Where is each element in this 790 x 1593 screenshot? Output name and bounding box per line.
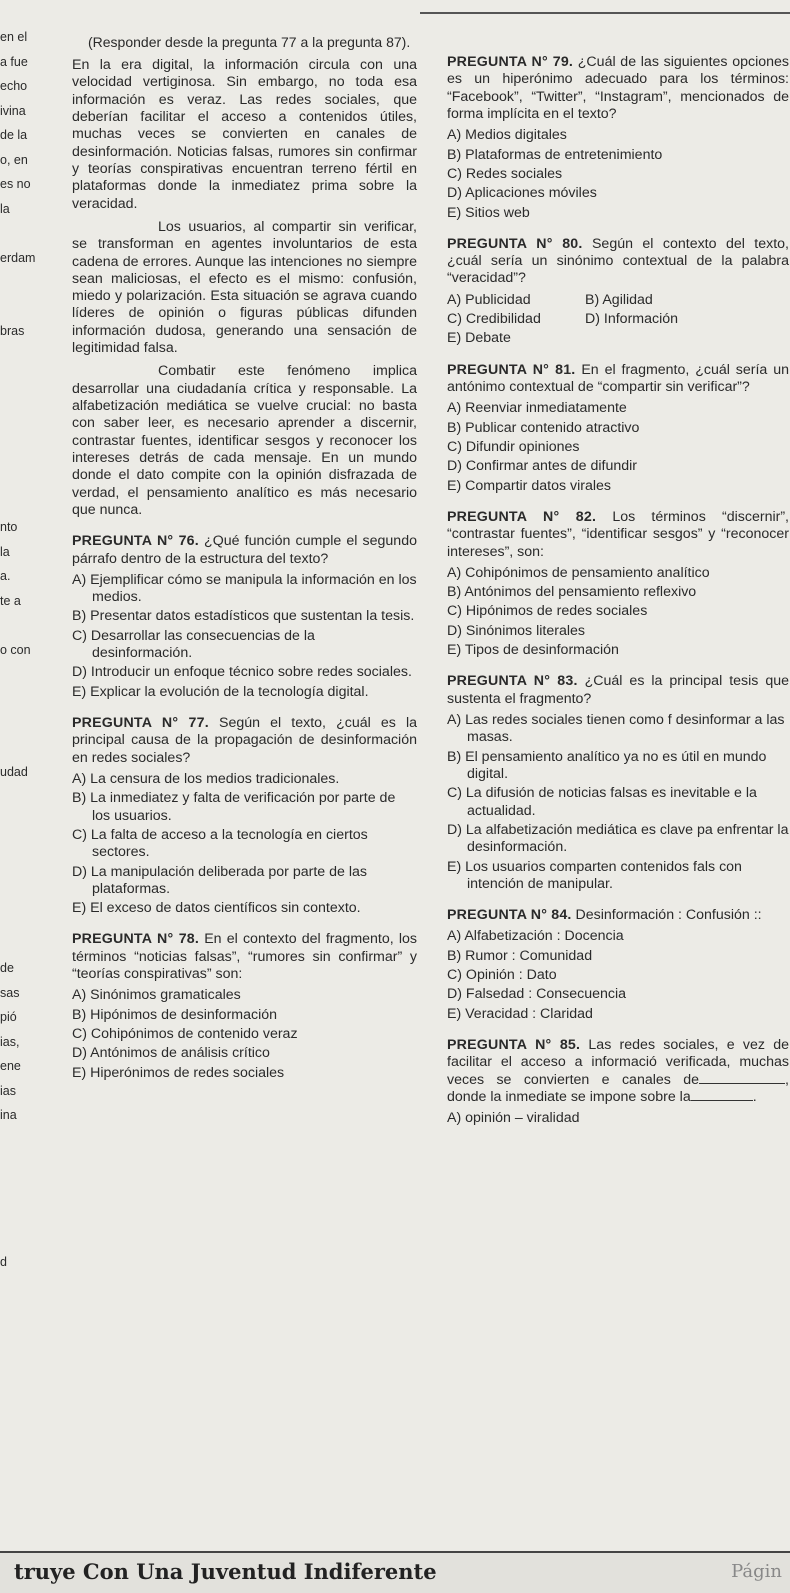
edge-fragment	[0, 275, 52, 300]
edge-fragment: a fue	[0, 54, 28, 69]
edge-fragment: en el	[0, 30, 28, 44]
instructions: (Responder desde la pregunta 77 a la pregunta 87).	[88, 34, 411, 50]
answer-option[interactable]: A) opinión – viralidad	[447, 1110, 580, 1127]
edge-fragment	[0, 937, 52, 962]
edge-fragment: la	[0, 201, 10, 216]
edge-fragment: bras	[0, 324, 25, 338]
answer-option[interactable]: E) Tipos de desinformación	[447, 642, 619, 659]
question-stem	[447, 907, 789, 924]
question-text: En el contexto del fragmento, los términos “noticias falsas”, “rumores sin confirmar” y “teorías conspirativas” son:	[72, 931, 417, 983]
questions-left	[72, 533, 417, 1082]
edge-fragment: a.	[0, 569, 11, 583]
answer-option[interactable]: B) Plataformas de entretenimiento	[447, 146, 663, 163]
question-block	[447, 673, 789, 893]
answer-option[interactable]: E) Los usuarios comparten contenidos fals con intención de manipular.	[447, 858, 742, 892]
answer-option[interactable]: C) Desarrollar las consecuencias de la desinformación.	[72, 627, 315, 662]
edge-fragment	[0, 1182, 52, 1207]
answer-option[interactable]: D) Aplicaciones móviles	[447, 185, 597, 202]
edge-fragment	[0, 373, 52, 398]
answer-option[interactable]: D) Confirmar antes de difundir	[447, 458, 638, 475]
edge-fragment: o, en	[0, 152, 28, 167]
question-text: Desinformación : Confusión ::	[575, 907, 762, 924]
edge-fragment	[0, 814, 52, 839]
answer-option[interactable]: A) Alfabetización : Docencia	[447, 928, 624, 945]
left-edge-fragments	[0, 30, 52, 1280]
question-stem	[72, 931, 417, 983]
edge-fragment: ias	[0, 1083, 16, 1098]
question-text: En el fragmento, ¿cuál sería un antónimo contextual de “compartir sin verificar”?	[447, 361, 789, 395]
answer-option[interactable]: E) Debate	[447, 330, 511, 347]
edge-fragment: es no	[0, 177, 31, 191]
question-stem	[447, 362, 789, 397]
edge-fragment	[0, 349, 52, 374]
edge-fragment: erdam	[0, 250, 36, 265]
answer-option[interactable]: D) La manipulación deliberada por parte de las plataformas.	[72, 863, 367, 897]
answer-option[interactable]: B) Antónimos del pensamiento reflexivo	[447, 584, 697, 601]
answer-option[interactable]: B) El pensamiento analítico ya no es útil en mundo digital.	[447, 748, 767, 782]
edge-fragment	[0, 447, 52, 472]
answer-option[interactable]: E) Compartir datos virales	[447, 477, 611, 494]
answer-option[interactable]: A) Cohipónimos de pensamiento analítico	[447, 564, 710, 581]
question-stem	[447, 54, 789, 123]
answer-option[interactable]: C) La falta de acceso a la tecnología en ciertos sectores.	[72, 826, 368, 861]
question-text: ¿Qué función cumple el segundo párrafo dentro de la estructura del texto?	[72, 533, 417, 567]
question-stem	[447, 236, 789, 288]
question-number: PREGUNTA N° 77.	[72, 715, 209, 732]
edge-fragment: nto	[0, 520, 18, 534]
answer-option[interactable]: D) Sinónimos literales	[447, 622, 585, 639]
edge-fragment: de la	[0, 128, 28, 142]
answer-option[interactable]: A) Sinónimos gramaticales	[72, 987, 241, 1004]
edge-fragment	[0, 716, 52, 741]
question-number: PREGUNTA N° 85.	[447, 1037, 581, 1053]
answer-option[interactable]: C) Opinión : Dato	[447, 967, 557, 984]
answer-option[interactable]: E) Explicar la evolución de la tecnología digital.	[72, 683, 369, 700]
question-text: Según el contexto del texto, ¿cuál sería un sinónimo contextual de la palabra “veracidad”?	[447, 235, 789, 287]
reading-paragraph-3: Combatir este fenómeno implica desarrollar una ciudadanía crítica y responsable. La alfabetización mediática se vuelve crucial: no basta con saber leer, es necesario aprender a discernir, contrastar fuentes, identificar sesgos y reconocer los intereses detrás de cada mensaje. En un mundo donde el dato compite con la opinión disfrazada de verdad, el pensamiento analítico es más necesario que nunca.	[72, 363, 417, 518]
question-stem	[447, 673, 789, 708]
edge-fragment: echo	[0, 79, 28, 93]
left-column	[72, 34, 417, 1084]
footer-page-label: Págin	[731, 1561, 782, 1582]
edge-fragment: de	[0, 961, 14, 975]
edge-fragment	[0, 422, 52, 447]
edge-fragment	[0, 839, 52, 864]
edge-fragment: pió	[0, 1010, 17, 1024]
edge-fragment	[0, 226, 52, 251]
edge-fragment	[0, 790, 52, 815]
edge-fragment	[0, 496, 52, 521]
answer-option[interactable]: B) La inmediatez y falta de verificación por parte de los usuarios.	[72, 790, 396, 824]
answer-option[interactable]: A) La censura de los medios tradicionales.	[72, 770, 340, 787]
reading-paragraph-2: Los usuarios, al compartir sin verificar, se transforman en agentes involuntarios de esta cadena de errores. Aunque las intenciones no siempre sean maliciosas, el efecto es el mismo: confusión, miedo y polarización. Esta situación se agrava cuando líderes de opinión o figuras públicas difunden información dudosa, generando una sensación de legitimidad falsa.	[72, 218, 417, 357]
question-stem	[72, 533, 417, 568]
footer-title: truye Con Una Juventud Indiferente	[14, 1559, 437, 1584]
answer-option[interactable]: A) Ejemplificar cómo se manipula la información en los medios.	[72, 571, 417, 606]
edge-fragment	[0, 1157, 52, 1182]
question-stem	[447, 1037, 789, 1106]
answer-option[interactable]: D) Falsedad : Consecuencia	[447, 986, 627, 1003]
edge-fragment	[0, 692, 52, 717]
top-rule	[420, 12, 790, 14]
answer-option[interactable]: D) La alfabetización mediática es clave pa enfrentar la desinformación.	[447, 821, 789, 856]
edge-fragment: ivina	[0, 103, 26, 118]
answer-option[interactable]: C) Credibilidad	[447, 311, 541, 328]
question-block	[447, 236, 789, 348]
question-number: PREGUNTA N° 84.	[447, 907, 572, 924]
question-stem	[72, 715, 417, 767]
question-stem	[447, 509, 789, 561]
question-block	[447, 362, 789, 495]
right-column	[447, 40, 789, 1130]
question-number: PREGUNTA N° 81.	[447, 361, 576, 378]
answer-option[interactable]: C) Redes sociales	[447, 165, 563, 182]
answer-option[interactable]: A) Publicidad	[447, 291, 531, 308]
question-number: PREGUNTA N° 80.	[447, 235, 583, 252]
edge-fragment	[0, 1133, 52, 1158]
edge-fragment	[0, 888, 52, 913]
answer-option[interactable]: E) Veracidad : Claridad	[447, 1005, 593, 1022]
question-text: .	[752, 1088, 757, 1105]
answer-option[interactable]: B) Rumor : Comunidad	[447, 947, 593, 964]
answer-option[interactable]: C) Difundir opiniones	[447, 438, 580, 455]
edge-fragment: ias,	[0, 1034, 20, 1049]
edge-fragment	[0, 741, 52, 766]
answer-option[interactable]: B) Hipónimos de desinformación	[72, 1006, 278, 1023]
edge-fragment	[0, 398, 52, 423]
answer-option[interactable]: C) La difusión de noticias falsas es inevitable e la actualidad.	[447, 785, 757, 819]
answer-option[interactable]: D) Antónimos de análisis crítico	[72, 1045, 270, 1062]
answer-option[interactable]: E) El exceso de datos científicos sin contexto.	[72, 900, 361, 917]
answer-blank[interactable]	[691, 1100, 753, 1101]
edge-fragment	[0, 667, 52, 692]
answer-blank[interactable]	[699, 1083, 785, 1084]
questions-right	[447, 54, 789, 1128]
question-text: Las redes sociales, e vez de facilitar el acceso a informació verificada, muchas veces se convierten e canales de	[447, 1037, 789, 1088]
option-row	[447, 311, 789, 328]
question-block	[447, 509, 789, 660]
edge-fragment: d	[0, 1255, 7, 1269]
answer-option[interactable]: E) Sitios web	[447, 204, 530, 221]
question-number: PREGUNTA N° 78.	[72, 931, 200, 948]
edge-fragment	[0, 1231, 52, 1256]
edge-fragment	[0, 912, 52, 937]
edge-fragment	[0, 1206, 52, 1231]
edge-fragment	[0, 618, 52, 643]
answer-option[interactable]: A) Medios digitales	[447, 127, 567, 144]
question-text: ¿Cuál de las siguientes opciones es un hiperónimo adecuado para los términos: “Facebook”, “Twitter”, “Instagram”, mencionados de forma implícita en el texto?	[447, 54, 789, 122]
option-row	[447, 292, 789, 309]
answer-option[interactable]: A) Las redes sociales tienen como f desinformar a las masas.	[447, 712, 785, 746]
answer-option[interactable]: D) Introducir un enfoque técnico sobre redes sociales.	[72, 664, 412, 681]
question-number: PREGUNTA N° 79.	[447, 54, 574, 70]
edge-fragment: ina	[0, 1108, 17, 1122]
edge-fragment: sas	[0, 985, 20, 1000]
answer-option[interactable]: D) Información	[585, 311, 679, 328]
question-number: PREGUNTA N° 83.	[447, 673, 578, 690]
question-block	[72, 533, 417, 701]
question-block	[72, 715, 417, 917]
page-footer	[0, 1551, 790, 1593]
question-text: , donde la inmediate se impone sobre la	[447, 1071, 789, 1105]
answer-option[interactable]: B) Agilidad	[585, 291, 653, 308]
edge-fragment	[0, 863, 52, 888]
question-block	[72, 931, 417, 1082]
answer-option[interactable]: B) Presentar datos estadísticos que sustentan la tesis.	[72, 608, 415, 625]
question-text: ¿Cuál es la principal tesis que sustenta el fragmento?	[447, 673, 790, 707]
question-text: Según el texto, ¿cuál es la principal causa de la propagación de desinformación en redes sociales?	[72, 715, 417, 766]
edge-fragment: udad	[0, 765, 28, 779]
question-text: Los términos “discernir”, “contrastar fuentes”, “identificar sesgos” y “reconocer intereses”, son:	[447, 508, 789, 560]
question-number: PREGUNTA N° 82.	[447, 508, 597, 525]
answer-option[interactable]: B) Publicar contenido atractivo	[447, 419, 640, 436]
edge-fragment: o con	[0, 642, 31, 657]
answer-option[interactable]: E) Hiperónimos de redes sociales	[72, 1064, 285, 1081]
edge-fragment: te a	[0, 593, 21, 608]
question-block	[447, 1037, 789, 1128]
answer-option[interactable]: C) Hipónimos de redes sociales	[447, 603, 648, 620]
edge-fragment: la	[0, 544, 10, 559]
question-block	[447, 907, 789, 1023]
reading-paragraph-1: En la era digital, la información circula con una velocidad vertiginosa. Sin embargo, no toda esa información es veraz. Las redes sociales, que deberían facilitar el acceso a contenidos útiles, muchas veces se convierten en canales de desinformación. Noticias falsas, rumores sin confirmar y teorías conspirativas encuentran terreno fértil en plataformas donde la inmediatez prima sobre la veracidad.	[72, 57, 417, 212]
question-number: PREGUNTA N° 76.	[72, 533, 199, 550]
question-block	[447, 54, 789, 222]
edge-fragment: ene	[0, 1059, 21, 1073]
edge-fragment	[0, 471, 52, 496]
answer-option[interactable]: C) Cohipónimos de contenido veraz	[72, 1026, 298, 1043]
edge-fragment	[0, 300, 52, 325]
answer-option[interactable]: A) Reenviar inmediatamente	[447, 400, 627, 417]
